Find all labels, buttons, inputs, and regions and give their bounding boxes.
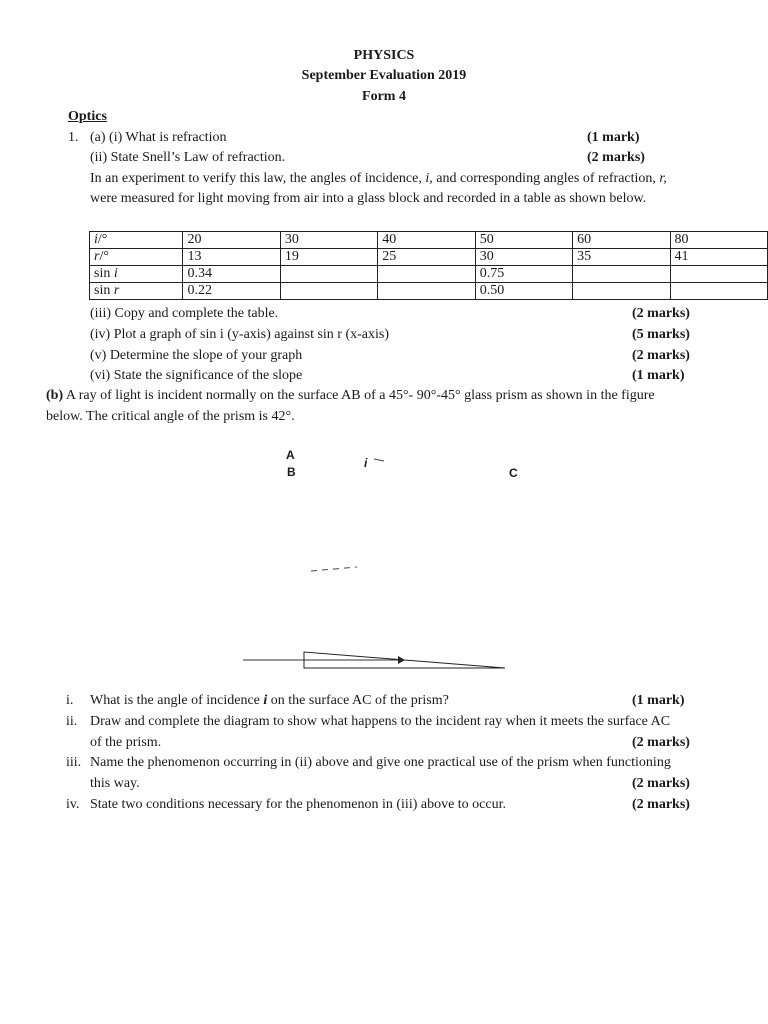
- marks-sub-iii: (2 marks): [632, 776, 690, 791]
- ray-arrow: [398, 656, 405, 664]
- marks-sub-i: (1 mark): [632, 693, 685, 708]
- marks-a-i: (1 mark): [587, 130, 640, 145]
- table-cell: 0.50: [475, 283, 572, 300]
- form-title: Form 4: [362, 89, 406, 104]
- marks-a-iii: (2 marks): [632, 306, 690, 321]
- exam-title: September Evaluation 2019: [301, 68, 467, 83]
- angle-i-label: i: [364, 456, 368, 470]
- marks-a-iv: (5 marks): [632, 327, 690, 342]
- angle-mark: [374, 459, 384, 461]
- question-number: 1.: [68, 130, 79, 145]
- vertex-b-label: B: [287, 465, 296, 479]
- sub-question-number: i.: [66, 693, 74, 708]
- table-cell: 50: [475, 232, 572, 249]
- marks-sub-iv: (2 marks): [632, 797, 690, 812]
- section-heading: Optics: [68, 109, 107, 124]
- sub-question-number: iii.: [66, 755, 82, 770]
- question-a-v: (v) Determine the slope of your graph: [90, 348, 303, 363]
- table-cell: 19: [280, 249, 377, 266]
- sub-question-number: iv.: [66, 797, 80, 812]
- sub-question-text: State two conditions necessary for the phenomenon in (iii) above to occur.: [90, 797, 507, 812]
- question-a-iv: (iv) Plot a graph of sin i (y-axis) against sin r (x-axis): [90, 327, 389, 342]
- table-cell: 35: [573, 249, 670, 266]
- dashed-normal: [311, 567, 357, 571]
- marks-a-v: (2 marks): [632, 348, 690, 363]
- sub-question-number: ii.: [66, 714, 78, 729]
- question-a-iii: (iii) Copy and complete the table.: [90, 306, 279, 321]
- table-row-label: i/°: [90, 232, 183, 249]
- table-row-label: r/°: [90, 249, 183, 266]
- sub-question-text: Name the phenomenon occurring in (ii) above and give one practical use of the prism when functioning: [90, 755, 671, 770]
- sub-question-continuation: this way.: [90, 776, 140, 791]
- question-a-vi: (vi) State the significance of the slope: [90, 368, 303, 383]
- table-cell: 25: [378, 249, 475, 266]
- table-cell: 60: [573, 232, 670, 249]
- question-b-line-2: below. The critical angle of the prism is 42°.: [46, 409, 295, 424]
- table-row-label: sin i: [90, 266, 183, 283]
- vertex-a-label: A: [286, 448, 295, 462]
- sub-question-text: Draw and complete the diagram to show what happens to the incident ray when it meets the surface AC: [90, 714, 671, 729]
- table-cell: 13: [183, 249, 280, 266]
- intro-line-2: were measured for light moving from air into a glass block and recorded in a table as shown below.: [90, 191, 647, 206]
- table-cell: 0.34: [183, 266, 280, 283]
- table-cell: 20: [183, 232, 280, 249]
- table-cell: 0.75: [475, 266, 572, 283]
- sub-question-continuation: of the prism.: [90, 735, 162, 750]
- question-a-i: (a) (i) What is refraction: [90, 130, 227, 145]
- table-cell: 0.22: [183, 283, 280, 300]
- table-cell: 41: [670, 249, 767, 266]
- question-a-ii: (ii) State Snell’s Law of refraction.: [90, 150, 286, 165]
- sub-question-text: What is the angle of incidence i on the surface AC of the prism?: [90, 693, 449, 708]
- table-row-label: sin r: [90, 283, 183, 300]
- table-cell: 40: [378, 232, 475, 249]
- question-b-line-1: (b) A ray of light is incident normally on the surface AB of a 45°- 90°-45° glass prism as shown in the figure: [46, 388, 655, 403]
- vertex-c-label: C: [509, 466, 518, 480]
- marks-a-vi: (1 mark): [632, 368, 685, 383]
- marks-sub-ii: (2 marks): [632, 735, 690, 750]
- intro-line-1: In an experiment to verify this law, the angles of incidence, i, and corresponding angles of refraction, r,: [90, 171, 667, 186]
- table-cell: 80: [670, 232, 767, 249]
- subject-title: PHYSICS: [353, 48, 415, 63]
- table-cell: 30: [475, 249, 572, 266]
- table-cell: 30: [280, 232, 377, 249]
- marks-a-ii: (2 marks): [587, 150, 645, 165]
